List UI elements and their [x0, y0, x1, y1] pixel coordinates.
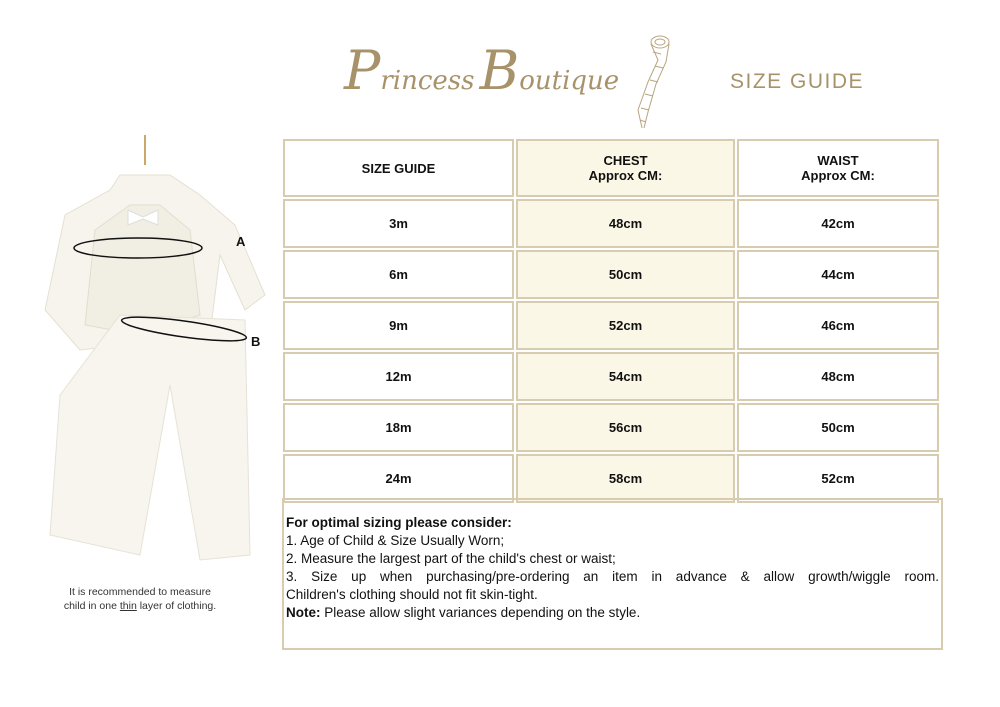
cell-waist: 52cm: [737, 454, 939, 503]
header-chest: [516, 139, 735, 197]
cell-size: 9m: [283, 301, 514, 350]
notes-note: [286, 604, 939, 622]
caption-thin: thin: [119, 600, 137, 612]
note-text: Please allow slight variances depending on the style.: [320, 605, 641, 620]
notes-item-1: 1. Age of Child & Size Usually Worn;: [286, 533, 505, 548]
cell-size: 6m: [283, 250, 514, 299]
cell-chest: 58cm: [516, 454, 735, 503]
label-b: B: [251, 334, 261, 349]
cell-size: 18m: [283, 403, 514, 452]
caption-pre: child in one: [63, 600, 120, 612]
cell-size: 12m: [283, 352, 514, 401]
table-row: [283, 301, 939, 350]
note-label: Note:: [286, 605, 321, 620]
table-row: [283, 454, 939, 503]
measuring-tape-icon: [630, 32, 680, 132]
cell-waist: 50cm: [737, 403, 939, 452]
caption-line-1: It is recommended to measure: [69, 586, 211, 598]
cell-chest: 52cm: [516, 301, 735, 350]
notes-item-2: 2. Measure the largest part of the child's chest or waist;: [286, 551, 616, 566]
logo-word-outique: outique: [519, 66, 620, 96]
size-table: [281, 137, 941, 505]
cell-waist: 46cm: [737, 301, 939, 350]
header-waist-line2: Approx CM:: [801, 168, 875, 183]
table-row: [283, 250, 939, 299]
cell-waist: 44cm: [737, 250, 939, 299]
header-waist-line1: WAIST: [817, 153, 859, 168]
trousers-shape: [50, 315, 250, 560]
sizing-notes: [282, 498, 943, 650]
header-chest-line2: Approx CM:: [588, 168, 663, 183]
caption-line-2: [40, 599, 240, 613]
table-row: [283, 403, 939, 452]
label-a: A: [236, 234, 246, 249]
notes-item-3-continued: Children's clothing should not fit skin-tight.: [286, 587, 538, 602]
cell-size: 24m: [283, 454, 514, 503]
size-guide-title: SIZE GUIDE: [730, 70, 865, 93]
table-header-row: [283, 139, 939, 197]
cell-chest: 50cm: [516, 250, 735, 299]
logo-letter-p: P: [344, 39, 381, 102]
cell-chest: 56cm: [516, 403, 735, 452]
header-size: SIZE GUIDE: [283, 139, 514, 197]
header-waist: [737, 139, 939, 197]
outfit-illustration: [40, 135, 270, 575]
logo-word-rincess: rincess: [380, 66, 475, 96]
measurement-caption: [40, 585, 240, 613]
table-row: [283, 199, 939, 248]
table-row: [283, 352, 939, 401]
cell-chest: 54cm: [516, 352, 735, 401]
brand-logo: [344, 39, 620, 102]
cell-waist: 48cm: [737, 352, 939, 401]
header: [340, 32, 880, 132]
cell-size: 3m: [283, 199, 514, 248]
logo-letter-b: B: [479, 39, 520, 102]
cell-chest: 48cm: [516, 199, 735, 248]
notes-item-3: 3. Size up when purchasing/pre-ordering an item in advance & allow growth/wiggle room.: [286, 569, 939, 584]
header-chest-line1: CHEST: [603, 153, 648, 168]
caption-post: layer of clothing.: [136, 600, 217, 612]
cell-waist: 42cm: [737, 199, 939, 248]
notes-heading: For optimal sizing please consider:: [286, 515, 512, 530]
